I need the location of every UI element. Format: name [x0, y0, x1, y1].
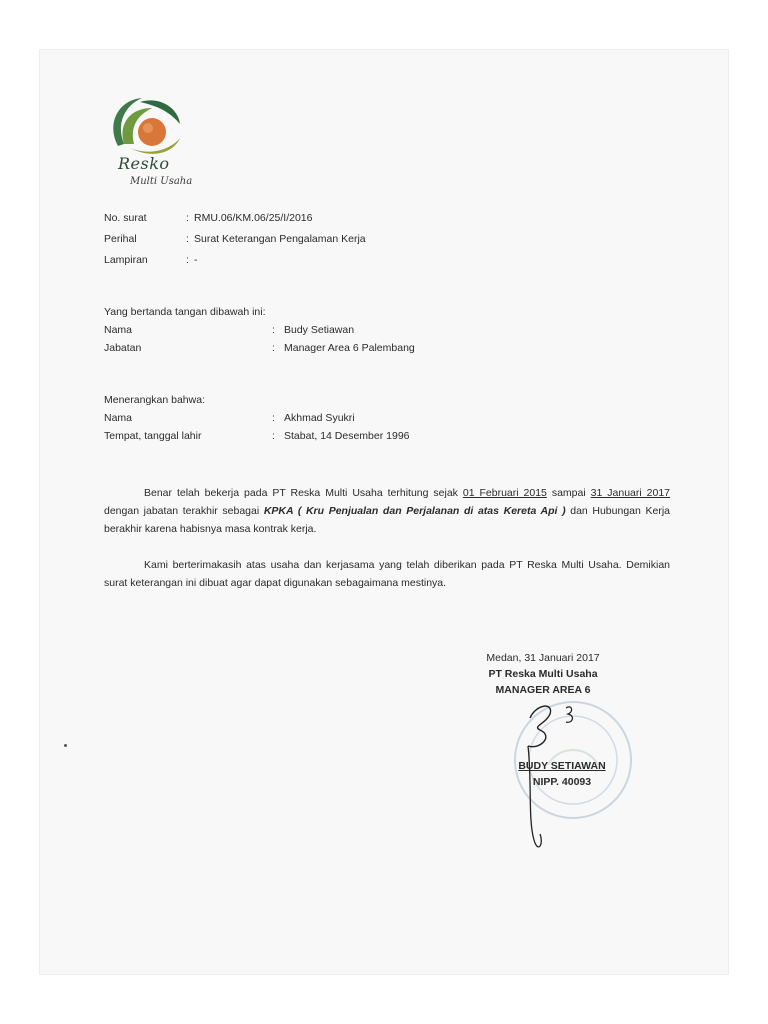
meta-separator: :	[186, 233, 189, 245]
body-text: Benar telah bekerja pada PT Reska Multi Usaha terhitung sejak	[144, 487, 463, 499]
field-separator: :	[272, 324, 275, 336]
body-text: Kami berterimakasih atas usaha dan kerjasama yang telah diberikan pada PT Reska Multi Usaha. Demikian surat keterangan ini dibuat agar dapat digunakan sebagaimana mestinya.	[104, 559, 670, 589]
body-text: sampai	[546, 487, 591, 499]
body-text: dan Hubungan Kerja berakhir karena habisnya masa kontrak kerja.	[104, 505, 670, 535]
job-title: KPKA ( Kru Penjualan dan Perjalanan di atas Kereta Api )	[263, 505, 566, 517]
body-paragraph-2	[104, 556, 670, 592]
field-separator: :	[272, 430, 275, 442]
closing-company: PT Reska Multi Usaha	[488, 668, 598, 680]
meta-label: Perihal	[104, 233, 137, 245]
meta-separator: :	[186, 212, 189, 224]
letter-subject: Surat Keterangan Pengalaman Kerja	[194, 233, 366, 245]
end-date: 31 Januari 2017	[590, 487, 670, 499]
subject-birth: Stabat, 14 Desember 1996	[284, 430, 410, 442]
meta-label: Lampiran	[104, 254, 148, 266]
body-text: dengan jabatan terakhir sebagai	[104, 505, 264, 517]
scan-speck	[64, 744, 67, 747]
signer-intro: Yang bertanda tangan dibawah ini:	[104, 306, 266, 318]
closing-position: MANAGER AREA 6	[495, 684, 591, 696]
letter-page	[40, 50, 728, 974]
signature-name-block	[502, 758, 622, 790]
field-label: Nama	[104, 412, 133, 424]
body-paragraph-1	[104, 484, 670, 538]
signer-name: Budy Setiawan	[284, 324, 355, 336]
logo-subtitle: Multi Usaha	[130, 176, 193, 187]
signer-section	[104, 306, 415, 360]
subject-name: Akhmad Syukri	[284, 412, 355, 424]
subject-name-row	[104, 412, 355, 430]
subject-birth-row	[104, 430, 410, 448]
field-label: Tempat, tanggal lahir	[104, 430, 202, 442]
letter-number: RMU.06/KM.06/25/I/2016	[194, 212, 313, 224]
subject-section	[104, 394, 410, 448]
closing-nipp: NIPP. 40093	[532, 776, 592, 788]
place-date: Medan, 31 Januari 2017	[486, 652, 600, 664]
letter-attachment: -	[194, 254, 198, 266]
closing-signer-name: BUDY SETIAWAN	[518, 760, 606, 772]
field-label: Jabatan	[104, 342, 142, 354]
logo-wordmark: Resko	[118, 154, 170, 173]
company-logo	[100, 94, 200, 202]
meta-separator: :	[186, 254, 189, 266]
handwritten-signature-icon	[510, 690, 610, 890]
meta-label: No. surat	[104, 212, 147, 224]
signer-position-row	[104, 342, 415, 360]
field-separator: :	[272, 412, 275, 424]
signer-position: Manager Area 6 Palembang	[284, 342, 415, 354]
field-label: Nama	[104, 324, 133, 336]
signer-name-row	[104, 324, 355, 342]
start-date: 01 Februari 2015	[462, 487, 547, 499]
field-separator: :	[272, 342, 275, 354]
subject-intro: Menerangkan bahwa:	[104, 394, 205, 406]
